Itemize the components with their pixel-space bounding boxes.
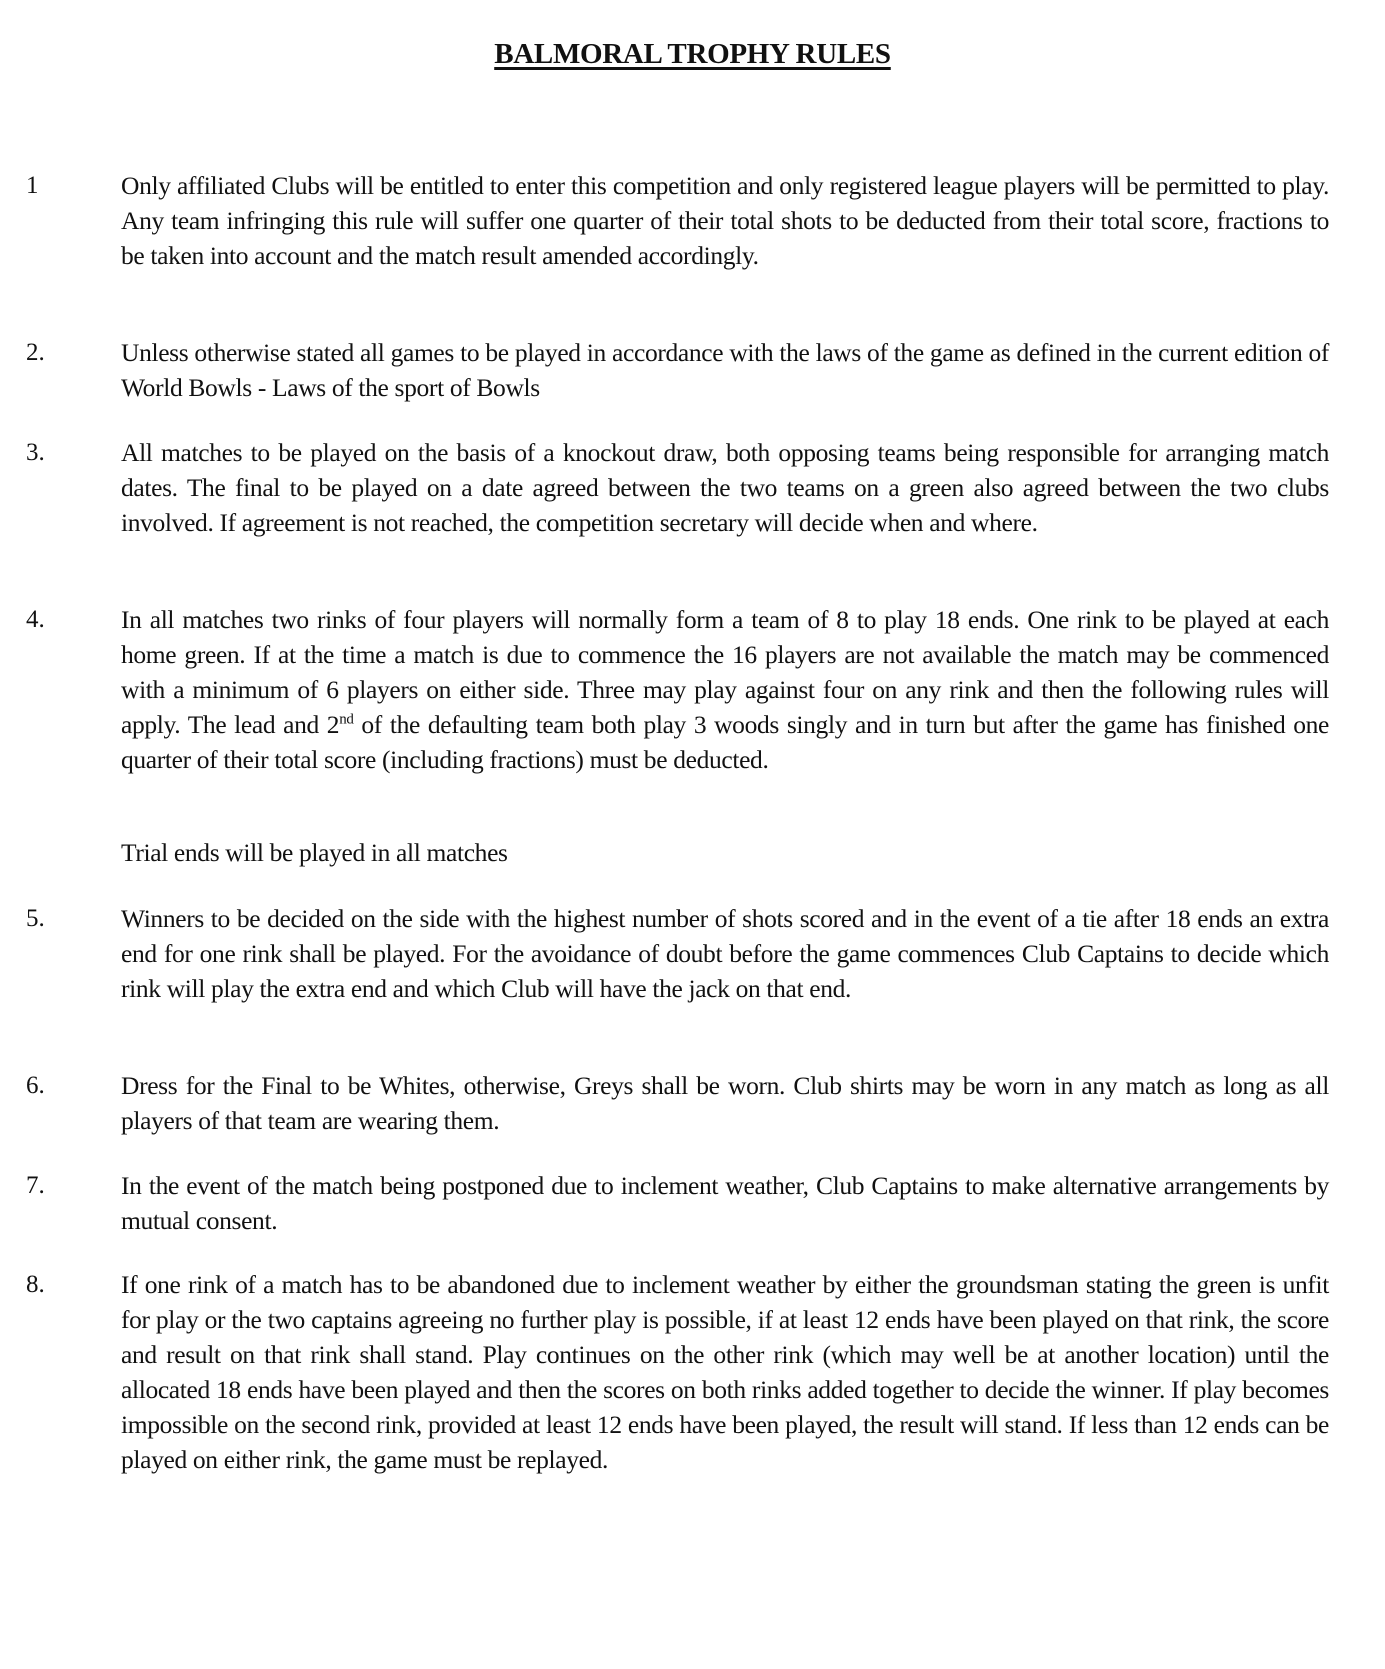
rule-text: In the event of the match being postponed due to inclement weather, Club Captains to make alternative arrangements by mutual consent. [121,1171,1329,1235]
title-text: BALMORAL TROPHY RULES [494,38,891,70]
rule-text: Unless otherwise stated all games to be played in accordance with the laws of the game as defined in the current edition of World Bowls - Laws of the sport of Bowls [121,338,1329,402]
rule-number: 1 [26,172,39,199]
rule-number: 6. [26,1072,45,1099]
ordinal-suffix: nd [339,711,354,728]
trial-ends-note: Trial ends will be played in all matches [121,838,508,867]
rule-text-part: In all matches two rinks of four players will normally form a team of 8 to play 18 ends. One rink to be played at each home green. If at the time a match is due to commence the 16 players are not available the match may be commenced with a minimum of 6 players on either side. Three may play against four on any rink and then the following rules will apply. The lead and 2 [121,605,1329,739]
rule-text: All matches to be played on the basis of a knockout draw, both opposing teams being responsible for arranging match dates. The final to be played on a date agreed between the two teams on a green also agreed between the two clubs involved. If agreement is not reached, the competition secretary will decide when and where. [121,438,1329,537]
rule-number: 8. [26,1271,45,1298]
rule-number: 7. [26,1172,45,1199]
rule-text: Winners to be decided on the side with the highest number of shots scored and in the event of a tie after 18 ends an extra end for one rink shall be played. For the avoidance of doubt before the game commences Club Captains to decide which rink will play the extra end and which Club will have the jack on that end. [121,904,1329,1003]
rule-text: Dress for the Final to be Whites, otherwise, Greys shall be worn. Club shirts may be worn in any match as long as all players of that team are wearing them. [121,1071,1329,1135]
rule-text: If one rink of a match has to be abandoned due to inclement weather by either the groundsman stating the green is unfit for play or the two captains agreeing no further play is possible, if at least 12 ends have been played on that rink, the score and result on that rink shall stand. Play continues on the other rink (which may well be at another location) until the allocated 18 ends have been played and then the scores on both rinks added together to decide the winner. If play becomes impossible on the second rink, provided at least 12 ends have been played, the result will stand. If less than 12 ends can be played on either rink, the game must be replayed. [121,1270,1329,1474]
rule-number: 5. [26,905,45,932]
rule-text [121,602,1329,777]
rule-number: 3. [26,439,45,466]
document-title [0,36,1385,72]
rule-text-part: of the defaulting team both play 3 woods singly and in turn but after the game has finished one quarter of their total score (including fractions) must be deducted. [121,710,1330,774]
rule-number: 2. [26,339,45,366]
rule-text: Only affiliated Clubs will be entitled to enter this competition and only registered league players will be permitted to play. Any team infringing this rule will suffer one quarter of their total shots to be deducted from their total score, fractions to be taken into account and the match result amended accordingly. [121,171,1329,270]
rule-number: 4. [26,606,45,633]
